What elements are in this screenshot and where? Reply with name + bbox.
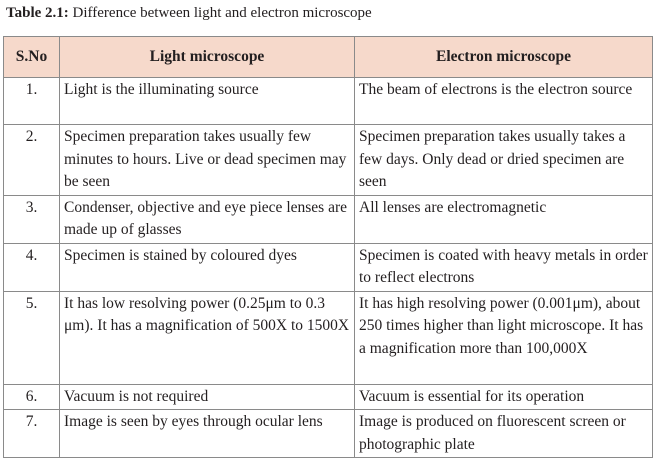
header-light-microscope: Light microscope (60, 37, 355, 78)
table-row (4, 78, 653, 125)
row-electron-cell: The beam of electrons is the electron source (355, 78, 653, 125)
table-row (4, 291, 653, 384)
table-row (4, 410, 653, 458)
row-electron-cell: Specimen preparation takes usually takes a few days. Only dead or dried specimen are seen (355, 125, 653, 196)
row-electron-cell: All lenses are electromagnetic (355, 195, 653, 243)
table-row (4, 125, 653, 196)
row-light-cell: Image is seen by eyes through ocular lens (60, 410, 355, 458)
row-sno: 5. (4, 291, 60, 384)
row-electron-cell: Vacuum is essential for its operation (355, 384, 653, 410)
header-row (4, 37, 653, 78)
row-light-cell: It has low resolving power (0.25μm to 0.3 μm). It has a magnification of 500X to 1500X (60, 291, 355, 384)
row-electron-cell: It has high resolving power (0.001μm), about 250 times higher than light microscope. It has a magnification more than 100,000X (355, 291, 653, 384)
comparison-table (3, 36, 653, 458)
table-caption-label: Table 2.1: (6, 5, 69, 21)
header-sno: S.No (4, 37, 60, 78)
row-electron-cell: Specimen is coated with heavy metals in order to reflect electrons (355, 243, 653, 291)
row-light-cell: Condenser, objective and eye piece lenses are made up of glasses (60, 195, 355, 243)
table-row (4, 243, 653, 291)
row-light-cell: Specimen preparation takes usually few minutes to hours. Live or dead specimen may be seen (60, 125, 355, 196)
table-body (4, 78, 653, 458)
table-caption (6, 3, 372, 23)
header-electron-microscope: Electron microscope (355, 37, 653, 78)
row-sno: 7. (4, 410, 60, 458)
row-sno: 3. (4, 195, 60, 243)
row-sno: 2. (4, 125, 60, 196)
table-row (4, 195, 653, 243)
row-electron-cell: Image is produced on fluorescent screen or photographic plate (355, 410, 653, 458)
row-sno: 4. (4, 243, 60, 291)
row-light-cell: Specimen is stained by coloured dyes (60, 243, 355, 291)
row-light-cell: Vacuum is not required (60, 384, 355, 410)
table-row (4, 384, 653, 410)
row-light-cell: Light is the illuminating source (60, 78, 355, 125)
row-sno: 6. (4, 384, 60, 410)
row-sno: 1. (4, 78, 60, 125)
table-caption-text: Difference between light and electron microscope (72, 5, 372, 21)
table-header (4, 37, 653, 78)
